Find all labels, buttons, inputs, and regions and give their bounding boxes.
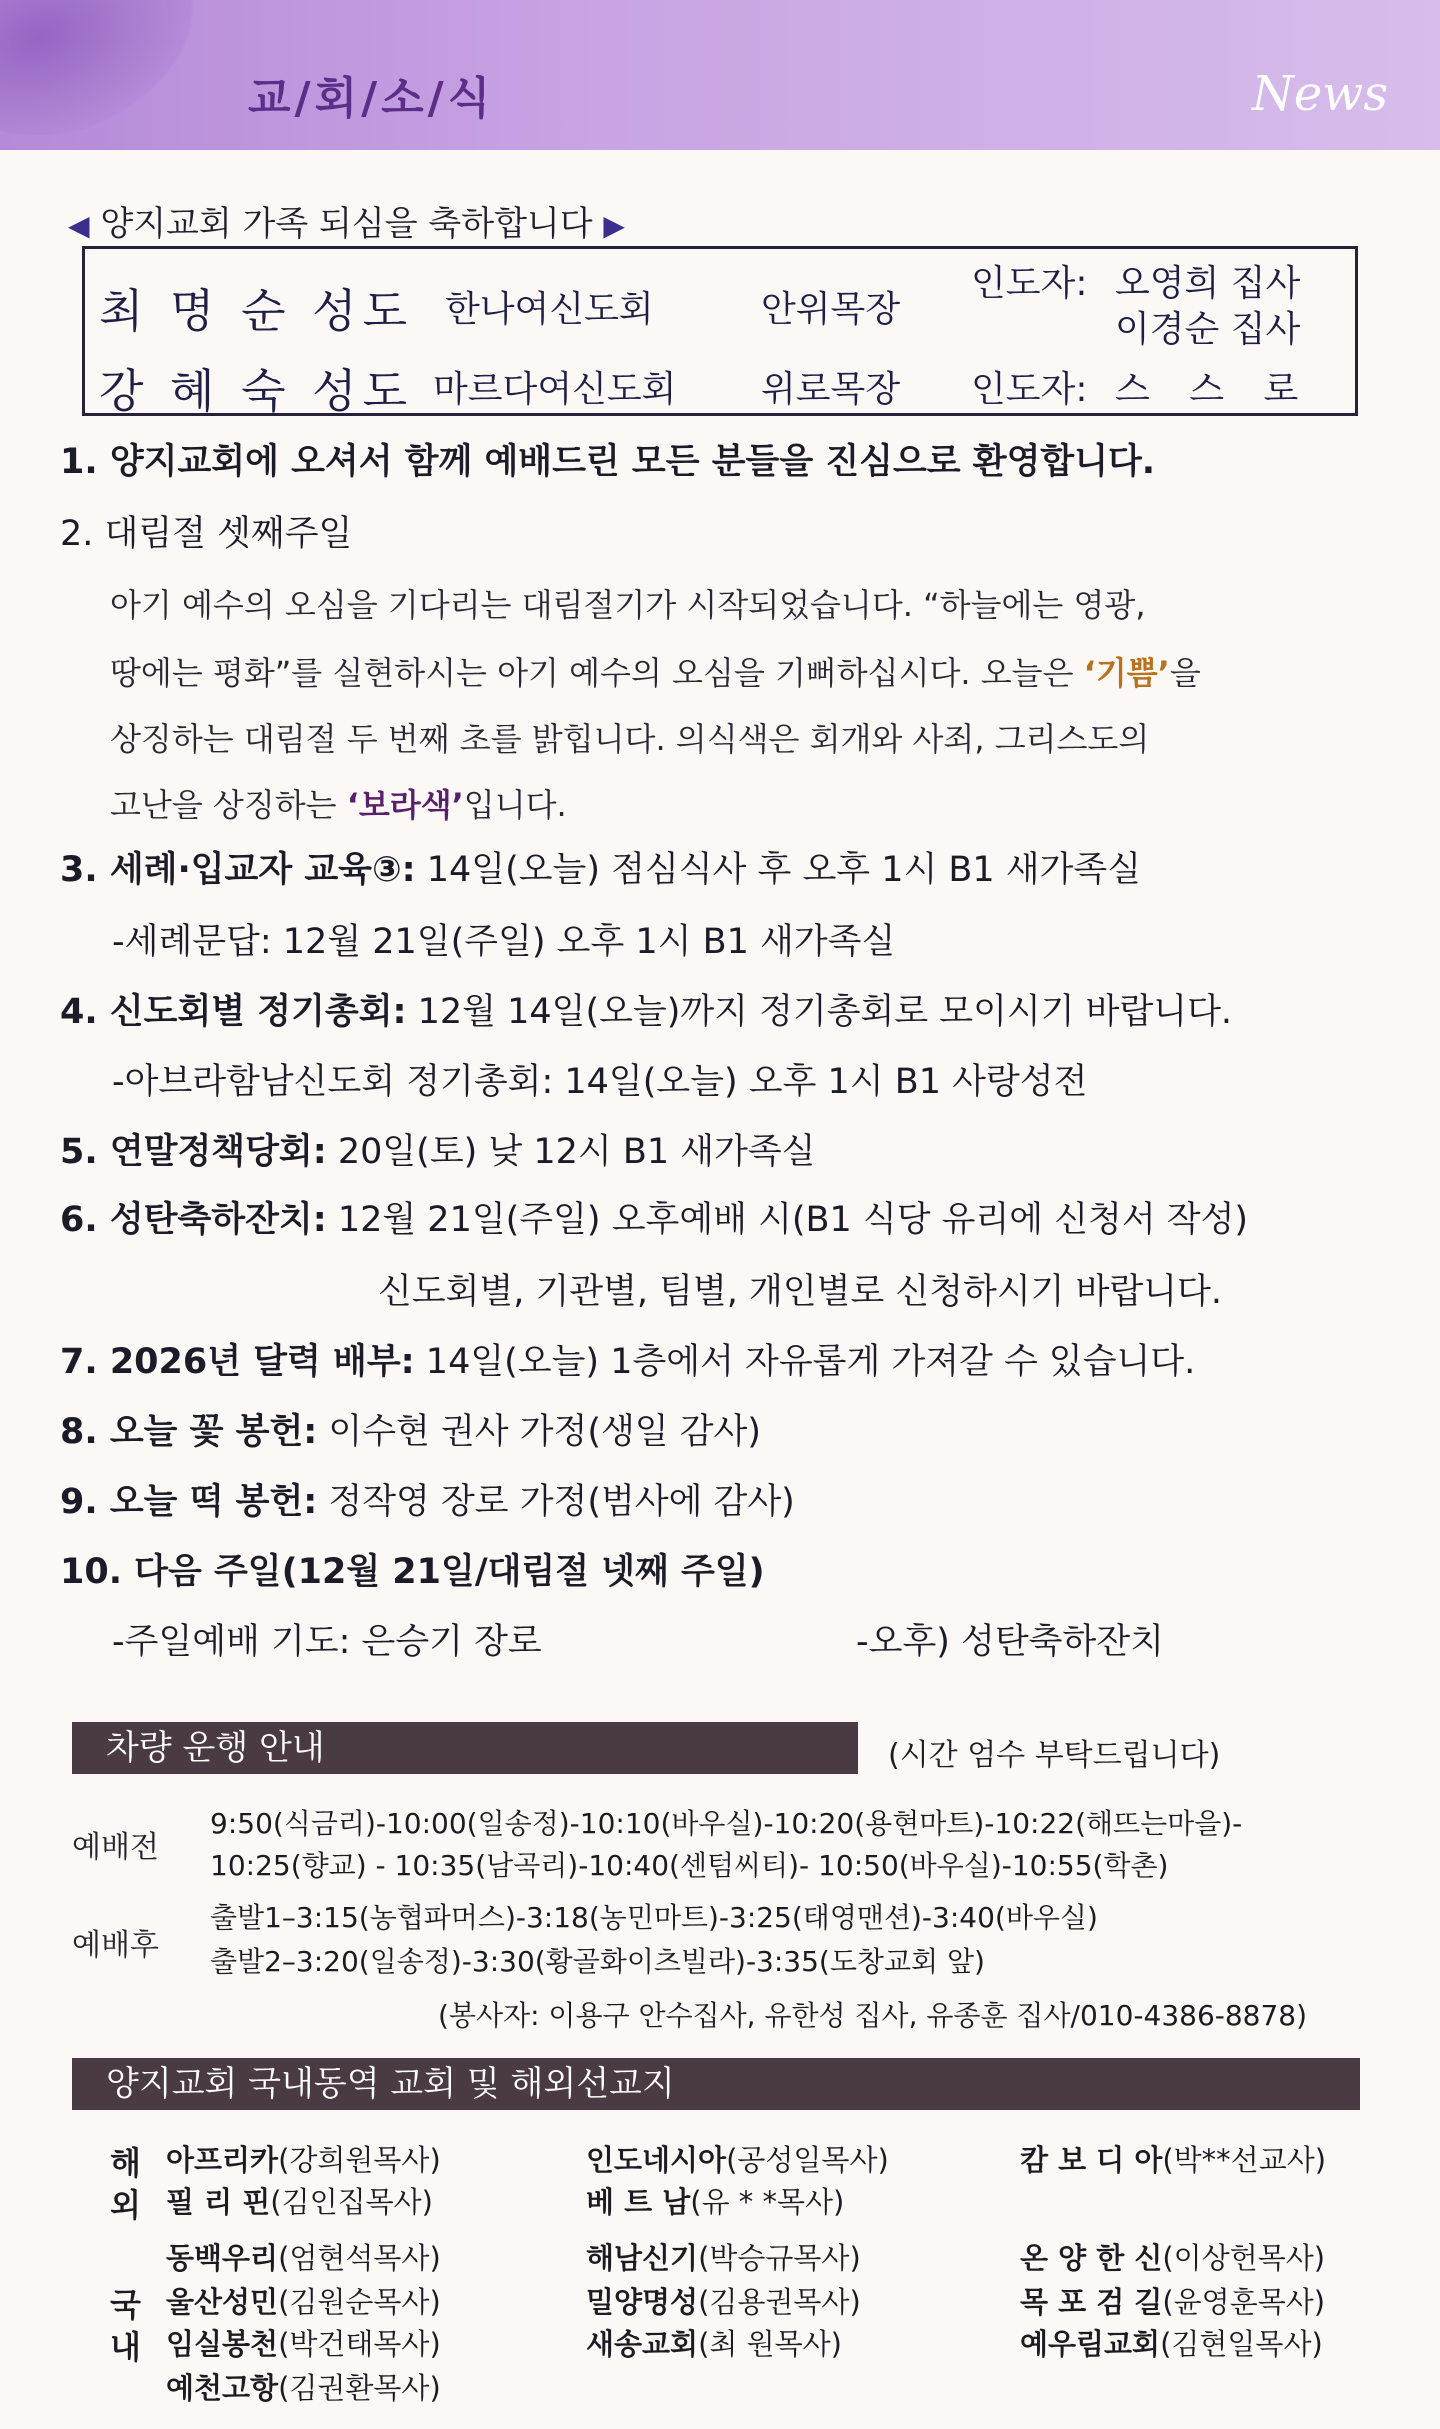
leaf-decoration (0, 0, 220, 150)
bus-note: (시간 엄수 부탁드립니다) (888, 1738, 1221, 1773)
mission-entry: 인도네시아(공성일목사) (586, 2143, 889, 2177)
guide-label: 인도자: (971, 263, 1088, 304)
advent-paragraph-line: 아기 예수의 오심을 기다리는 대림절기가 시작되었습니다. “하늘에는 영광, (110, 586, 1146, 624)
news-item-5: 5. 연말정책당회: 20일(토) 낮 12시 B1 새가족실 (60, 1132, 816, 1172)
member-name: 최 명 순 성도 (99, 284, 414, 338)
member-cell: 위로목장 (761, 369, 901, 410)
guide-name: 스 스 로 (1115, 369, 1313, 410)
news-item-4: 4. 신도회별 정기총회: 12월 14일(오늘)까지 정기총회로 모이시기 바랍니다. (60, 992, 1233, 1032)
page-title: 교/회/소/식 (248, 73, 495, 124)
welcome-heading-text: 양지교회 가족 되심을 축하합니다 (100, 204, 593, 244)
member-name: 강 혜 숙 성도 (99, 364, 414, 418)
bus-route-line: 출발1–3:15(농협파머스)-3:18(농민마트)-3:25(태영맨션)-3:40(바우실) (210, 1901, 1098, 1934)
purple-highlight: ‘보라색’ (346, 786, 464, 824)
mission-entry: 온 양 한 신(이상헌목사) (1020, 2241, 1326, 2275)
guide-label: 인도자: (971, 369, 1088, 410)
news-item-1: 1. 양지교회에 오셔서 함께 예배드린 모든 분들을 진심으로 환영합니다. (60, 442, 1156, 482)
mission-entry: 해남신기(박승규목사) (586, 2241, 861, 2275)
member-cell: 안위목장 (761, 289, 901, 330)
domestic-label: 국 (110, 2286, 141, 2324)
news-label: News (1251, 66, 1388, 122)
mission-entry: 목 포 검 길(윤영훈목사) (1020, 2285, 1326, 2319)
news-item-10: 10. 다음 주일(12월 21일/대림절 넷째 주일) (60, 1552, 765, 1592)
mission-entry: 새송교회(최 원목사) (586, 2327, 842, 2361)
mission-entry: 예우림교회(김현일목사) (1020, 2327, 1323, 2361)
news-item-2: 2. 대림절 셋째주일 (60, 514, 353, 554)
member-group: 마르다여신도회 (433, 369, 677, 410)
advent-paragraph-line: 고난을 상징하는 ‘보라색’입니다. (110, 786, 567, 824)
bus-route-line: 10:25(향교) - 10:35(남곡리)-10:40(센텀씨티)- 10:50(바우실)-10:55(학촌) (210, 1849, 1169, 1882)
mission-entry: 베 트 남(유 * *목사) (586, 2185, 845, 2219)
joy-highlight: ‘기쁨’ (1083, 654, 1170, 692)
news-item-10-sub: -오후) 성탄축하잔치 (856, 1622, 1164, 1662)
advent-paragraph-line: 땅에는 평화”를 실현하시는 아기 예수의 오심을 기뻐하십시다. 오늘은 ‘기쁨’을 (110, 654, 1201, 692)
news-item-10-sub: -주일예배 기도: 은승기 장로 (112, 1622, 542, 1662)
welcome-box (82, 246, 1358, 416)
mission-entry: 임실봉천(박건태목사) (166, 2327, 441, 2361)
mission-entry: 동백우리(엄현석목사) (166, 2241, 441, 2275)
news-item-4-sub: -아브라함남신도회 정기총회: 14일(오늘) 오후 1시 B1 사랑성전 (112, 1062, 1088, 1102)
mission-entry: 필 리 핀(김인집목사) (166, 2185, 433, 2219)
news-item-6: 6. 성탄축하잔치: 12월 21일(주일) 오후예배 시(B1 식당 유리에 신청서 작성) (60, 1200, 1249, 1240)
bus-route-line: 출발2–3:20(일송정)-3:30(황골화이츠빌라)-3:35(도창교회 앞) (210, 1945, 985, 1978)
mission-entry: 예천고항(김권환목사) (166, 2371, 441, 2405)
news-item-6-sub: 신도회별, 기관별, 팀별, 개인별로 신청하시기 바랍니다. (378, 1272, 1222, 1312)
news-item-7: 7. 2026년 달력 배부: 14일(오늘) 1층에서 자유롭게 가져갈 수 있습니다. (60, 1342, 1196, 1382)
bus-section-bar: 차량 운행 안내 (72, 1722, 858, 1774)
news-item-8: 8. 오늘 꽃 봉헌: 이수현 권사 가정(생일 감사) (60, 1412, 761, 1452)
guide-name: 이경순 집사 (1115, 309, 1301, 350)
before-service-label: 예배전 (72, 1830, 159, 1865)
welcome-heading (68, 196, 625, 245)
mission-entry: 울산성민(김원순목사) (166, 2285, 441, 2319)
triangle-right-icon: ▶ (603, 209, 625, 242)
bus-route-line: 9:50(식금리)-10:00(일송정)-10:10(바우실)-10:20(용현마트)-10:22(해뜨는마을)- (210, 1807, 1243, 1840)
page-header (0, 0, 1440, 150)
bus-volunteers: (봉사자: 이용구 안수집사, 유한성 집사, 유종훈 집사/010-4386-8878) (438, 1999, 1308, 2032)
after-service-label: 예배후 (72, 1928, 159, 1963)
mission-entry: 밀양명성(김용권목사) (586, 2285, 861, 2319)
news-item-3: 3. 세례·입교자 교육③: 14일(오늘) 점심식사 후 오후 1시 B1 새가족실 (60, 850, 1142, 890)
mission-entry: 아프리카(강희원목사) (166, 2143, 441, 2177)
member-group: 한나여신도회 (445, 289, 654, 330)
abroad-label: 외 (110, 2186, 141, 2224)
advent-paragraph-line: 상징하는 대림절 두 번째 초를 밝힙니다. 의식색은 회개와 사죄, 그리스도의 (110, 720, 1150, 758)
missions-section-bar: 양지교회 국내동역 교회 및 해외선교지 (72, 2058, 1360, 2110)
mission-entry: 캄 보 디 아(박**선교사) (1020, 2143, 1327, 2177)
news-item-9: 9. 오늘 떡 봉헌: 정작영 장로 가정(범사에 감사) (60, 1482, 795, 1522)
news-item-3-sub: -세례문답: 12월 21일(주일) 오후 1시 B1 새가족실 (112, 922, 896, 962)
guide-name: 오영희 집사 (1115, 263, 1301, 304)
abroad-label: 해 (110, 2144, 141, 2182)
domestic-label: 내 (110, 2328, 141, 2366)
triangle-left-icon: ◀ (68, 209, 90, 242)
